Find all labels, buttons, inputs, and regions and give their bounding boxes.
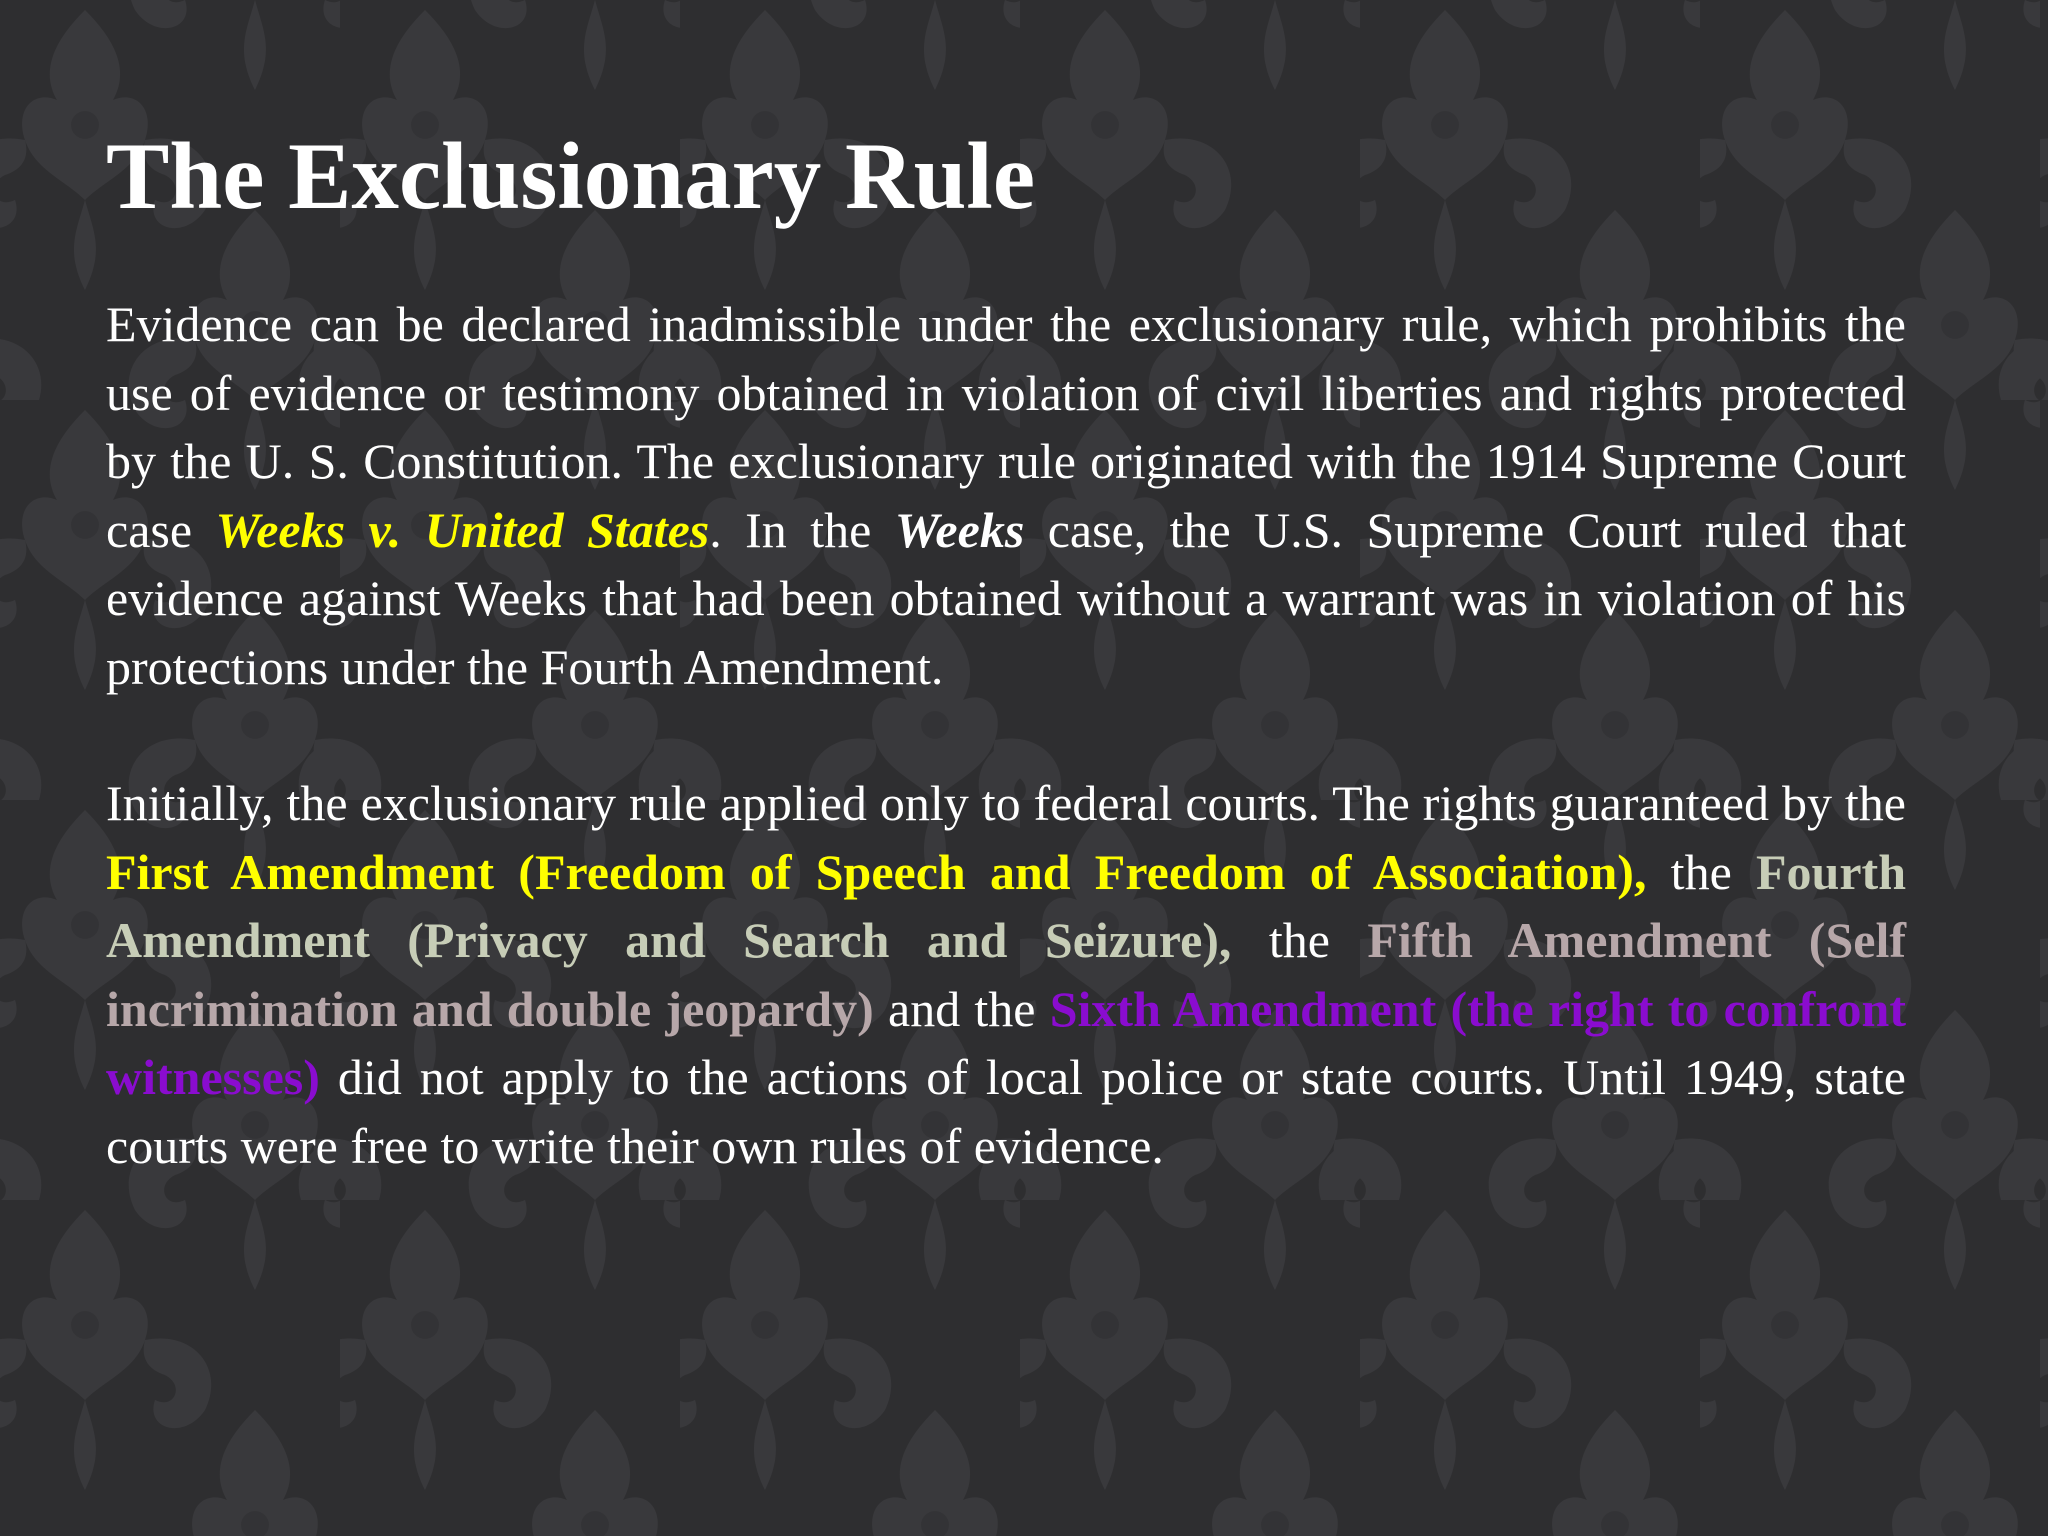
paragraph-text: the (1646, 843, 1756, 900)
paragraph-text: Initially, the exclusionary rule applied only to federal courts. The rights guaranteed by the (106, 775, 1906, 831)
paragraph-text: did not apply to the actions of local police or state courts. Until 1949, state courts were free to write their own rules of evidence. (106, 1049, 1906, 1174)
case-name-weeks: Weeks (894, 501, 1025, 558)
slide-title: The Exclusionary Rule (106, 123, 1035, 229)
sixth-amendment-highlight: Sixth Amendment (the right to confront witnesses) (106, 980, 1907, 1105)
paragraph-weeks (106, 290, 1906, 701)
slide-content (106, 120, 1906, 1180)
paragraph-text: the (1231, 912, 1368, 968)
paragraph-text: . In the (709, 501, 895, 558)
paragraph-text: Evidence can be declared inadmissible under the exclusionary rule, which prohibits the use of evidence or testimony obtained in violation of civil liberties and rights protected by the U. S. Constitution. The exclusionary rule originated with the 1914 Supreme Court case (106, 296, 1906, 558)
paragraph-text: case, the U.S. Supreme Court ruled that evidence against Weeks that had been obtained without a warrant was in violation of his protections under the Fourth Amendment. (106, 501, 1906, 695)
fourth-amendment-highlight: Fourth Amendment (Privacy and Search and Seizure), (106, 843, 1906, 968)
fifth-amendment-highlight: Fifth Amendment (Self incrimination and double jeopardy) (106, 912, 1906, 1037)
paragraph-text: and the (873, 980, 1050, 1037)
case-name-weeks-v-united-states: Weeks v. United States (215, 501, 710, 558)
paragraph-amendments (106, 769, 1906, 1180)
first-amendment-highlight: First Amendment (Freedom of Speech and Freedom of Association), (106, 843, 1647, 900)
